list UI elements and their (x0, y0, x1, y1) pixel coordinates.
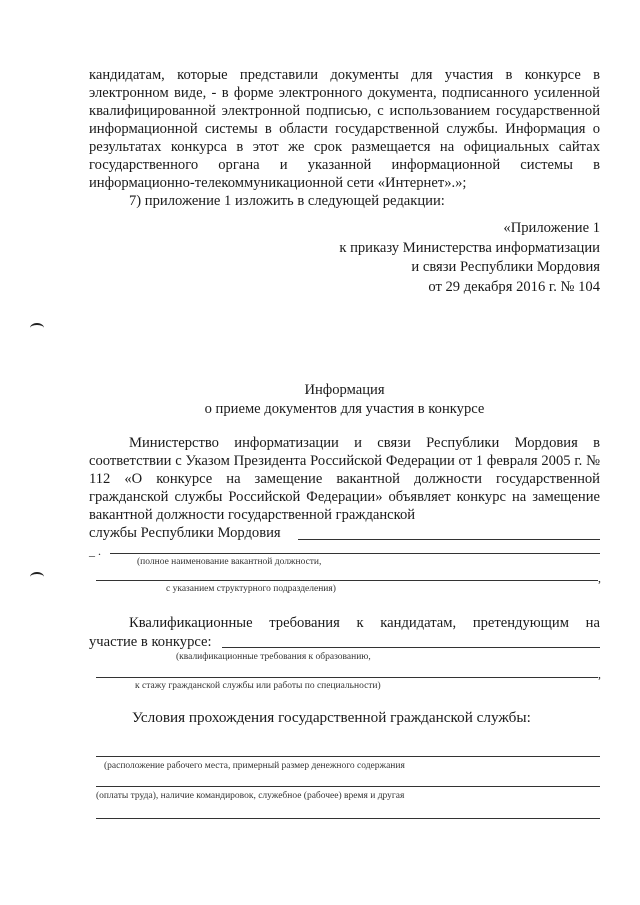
binding-hole-mark (30, 572, 44, 582)
appendix-date-line: от 29 декабря 2016 г. № 104 (428, 278, 600, 295)
fill-line-position (298, 539, 600, 540)
trailing-comma-2: , (598, 667, 601, 681)
qualification-word: претендующим (472, 615, 569, 631)
conditions-title: Условия прохождения государственной гражданской службы: (132, 709, 531, 726)
announcement-last-line: службы Республики Мордовия (89, 525, 281, 541)
qualification-word: кандидатам, (380, 615, 457, 631)
fill-line-pay (96, 786, 600, 787)
appendix-title: «Приложение 1 (503, 220, 600, 236)
leading-dash: _ . (89, 544, 101, 558)
caption-pay: (оплаты труда), наличие командировок, служебное (рабочее) время и другая (96, 791, 405, 801)
qualification-line (129, 614, 600, 632)
trailing-comma: , (598, 571, 601, 585)
caption-education: (квалификационные требования к образованию, (176, 652, 371, 662)
fill-line-workplace (96, 756, 600, 757)
qualification-word: требования (269, 615, 340, 631)
information-title: Информация (304, 382, 385, 398)
paragraph-appendix-instruction: 7) приложение 1 изложить в следующей редакции: (129, 193, 445, 209)
fill-line-department (96, 580, 598, 581)
announcement-paragraph: Министерство информатизации и связи Республики Мордовия в соответствии с Указом Президента Российской Федерации от 1 февраля 2005 г. № 112 «О конкурсе на замещение вакантной должности государственной гражданской службы Российской Федерации» объявляет конкурс на замещение вакантной должности государственной гражданской (89, 435, 600, 523)
qualification-second-line: участие в конкурсе: (89, 634, 212, 650)
fill-line-other (96, 818, 600, 819)
appendix-reference-block (300, 219, 600, 297)
paragraph-electronic-submission: кандидатам, которые представили документы для участия в конкурсе в электронном виде, - в форме электронного документа, подписанного усиленной квалифицированной электронной подписью, с использованием государственной информационной системы в области государственной службы. Информация о результатах конкурса в этот же срок размещается на официальных сайтах государственного органа и указанной информационной системы в информационно-телекоммуникационной сети «Интернет».»; (89, 67, 600, 191)
caption-department: с указанием структурного подразделения) (166, 584, 336, 594)
fill-line-experience (96, 677, 598, 678)
appendix-order-line: к приказу Министерства информатизации (339, 239, 600, 256)
fill-line-position-2 (110, 553, 600, 554)
caption-workplace: (расположение рабочего места, примерный размер денежного содержания (104, 761, 405, 771)
binding-hole-mark (30, 323, 44, 333)
information-subtitle: о приеме документов для участия в конкурсе (204, 401, 485, 417)
caption-experience: к стажу гражданской службы или работы по специальности) (135, 681, 381, 691)
appendix-ministry-line: и связи Республики Мордовия (411, 259, 600, 275)
caption-position-name: (полное наименование вакантной должности, (137, 557, 322, 567)
qualification-word: к (356, 615, 364, 631)
qualification-word: Квалификационные (129, 615, 253, 631)
qualification-word: на (585, 615, 600, 631)
fill-line-qualification (222, 647, 600, 648)
